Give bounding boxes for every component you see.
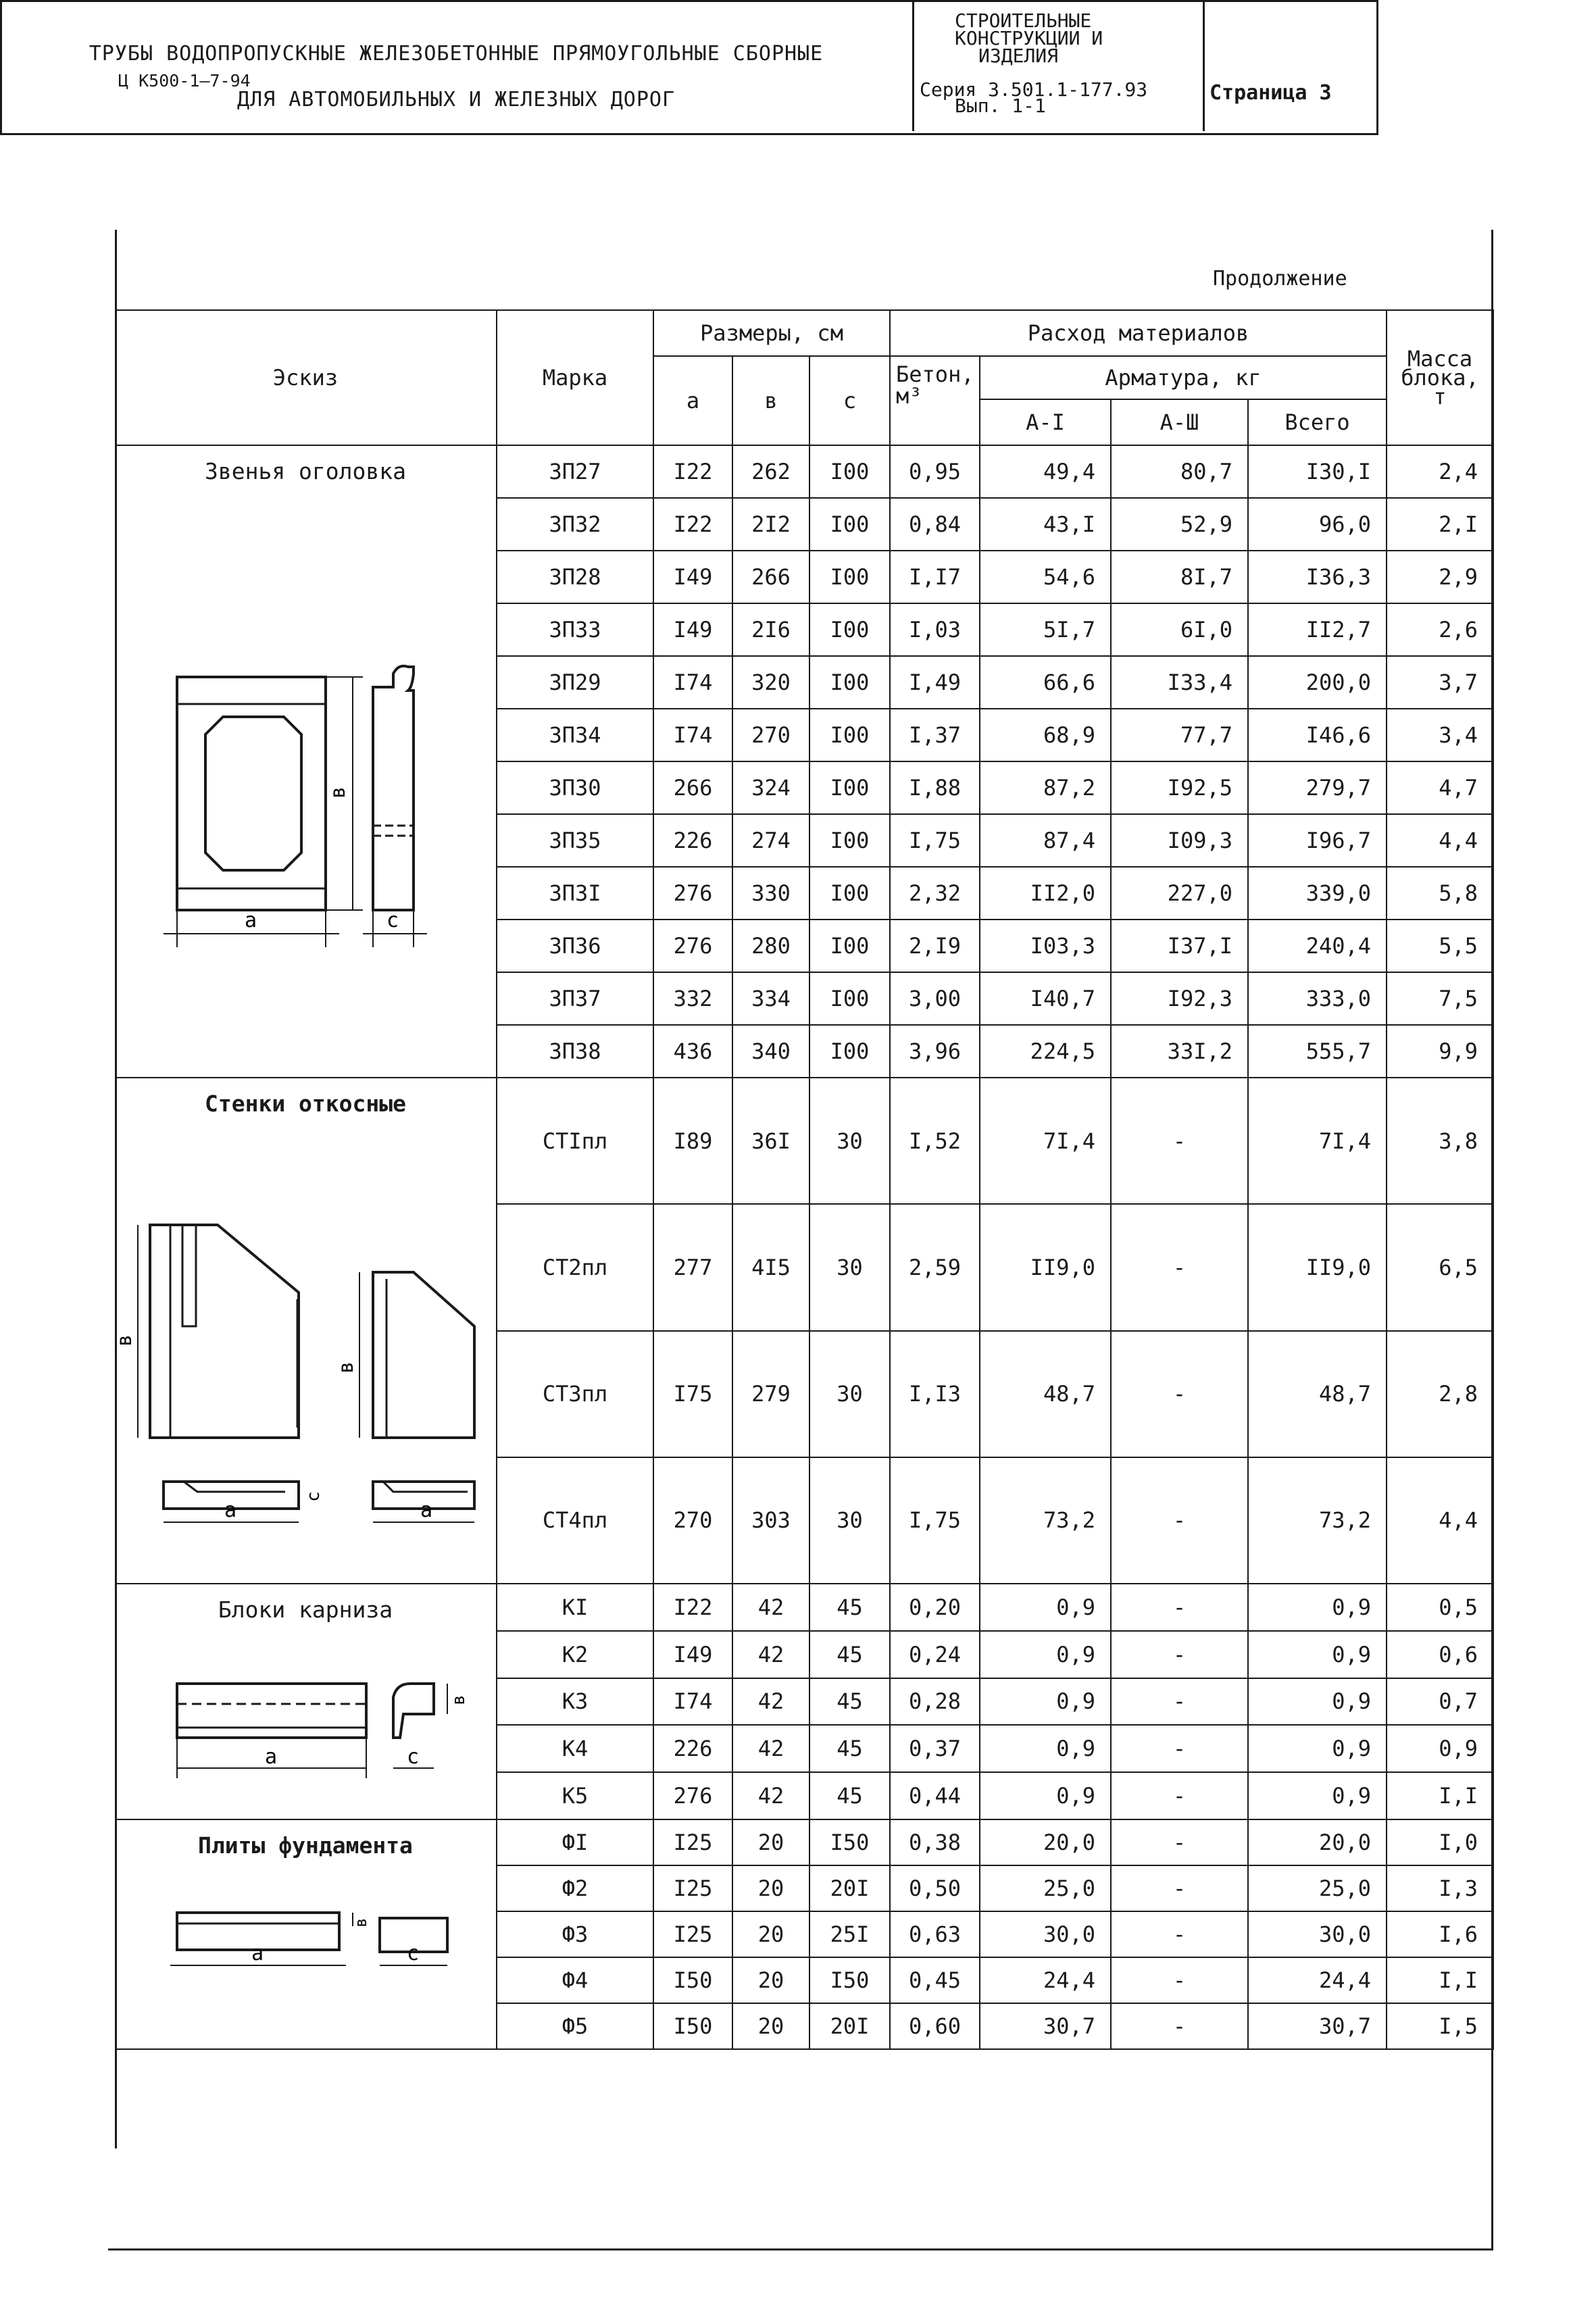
dim-c: с [407, 1942, 420, 1965]
sketch-head-link [115, 445, 497, 1078]
cell-total: 0,9 [1248, 1772, 1387, 1819]
cell-mass: I,0 [1387, 1819, 1493, 1865]
cell-a: 266 [653, 761, 732, 814]
cell-mass: 2,6 [1387, 603, 1493, 656]
title-block [0, 0, 1378, 135]
cell-mass: 5,8 [1387, 867, 1493, 920]
cell-concrete: 3,96 [890, 1025, 980, 1078]
title-series-block [914, 0, 1205, 131]
cell-c: I00 [809, 814, 890, 867]
title-left [0, 0, 914, 131]
header-concrete-unit: м³ [896, 383, 922, 409]
cell-a1: 49,4 [980, 445, 1111, 498]
dim-c: с [407, 1745, 420, 1769]
header-a: а [653, 356, 732, 445]
cell-b: 330 [732, 867, 809, 920]
cell-mass: I,I [1387, 1772, 1493, 1819]
cell-concrete: 2,32 [890, 867, 980, 920]
cell-mass: I,I [1387, 1957, 1493, 2003]
table-row [115, 1078, 1493, 1204]
dim-a: а [265, 1745, 278, 1769]
dim-b: в [449, 1694, 469, 1705]
cell-c: I00 [809, 551, 890, 603]
category-line-2: КОНСТРУКЦИИ И [955, 27, 1103, 49]
cell-a3: 227,0 [1111, 867, 1248, 920]
cell-a1: 5I,7 [980, 603, 1111, 656]
cell-b: 20 [732, 1957, 809, 2003]
cell-a3: I09,3 [1111, 814, 1248, 867]
cell-mass: 0,9 [1387, 1725, 1493, 1772]
cell-mass: 3,7 [1387, 656, 1493, 709]
cell-concrete: 0,24 [890, 1631, 980, 1678]
header-mark: Марка [497, 310, 653, 445]
cell-mass: 0,6 [1387, 1631, 1493, 1678]
dim-b: в [351, 1917, 370, 1928]
cell-mass: 2,I [1387, 498, 1493, 551]
cell-a1: 25,0 [980, 1865, 1111, 1911]
cell-total: 7I,4 [1248, 1078, 1387, 1204]
cell-a3: - [1111, 1678, 1248, 1726]
cell-a3: 6I,0 [1111, 603, 1248, 656]
cell-concrete: 0,20 [890, 1584, 980, 1631]
cell-mark: ЗП36 [497, 920, 653, 972]
cell-b: 280 [732, 920, 809, 972]
cell-concrete: 0,28 [890, 1678, 980, 1726]
cell-a3: - [1111, 1584, 1248, 1631]
cell-total: 24,4 [1248, 1957, 1387, 2003]
group-title: Плиты фундамента [198, 1832, 413, 1859]
table-row [115, 445, 1493, 498]
cell-b: 42 [732, 1678, 809, 1726]
cell-mark: ЗП37 [497, 972, 653, 1025]
cell-a1: 66,6 [980, 656, 1111, 709]
cell-concrete: 3,00 [890, 972, 980, 1025]
cell-concrete: I,I7 [890, 551, 980, 603]
cell-a3: - [1111, 1819, 1248, 1865]
cell-mark: ЗП30 [497, 761, 653, 814]
cell-mass: 3,8 [1387, 1078, 1493, 1204]
table-body [115, 445, 1493, 2049]
cell-a3: 80,7 [1111, 445, 1248, 498]
header-mass [1387, 310, 1493, 445]
cell-a: I25 [653, 1865, 732, 1911]
cell-mark: СТ2пл [497, 1204, 653, 1330]
slope-wall-drawing [113, 1205, 488, 1583]
cell-c: I00 [809, 445, 890, 498]
cell-concrete: 0,44 [890, 1772, 980, 1819]
dim-a: а [251, 1942, 264, 1965]
cell-a: I49 [653, 1631, 732, 1678]
cell-a1: 20,0 [980, 1819, 1111, 1865]
cell-concrete: I,88 [890, 761, 980, 814]
cell-mass: 5,5 [1387, 920, 1493, 972]
sketch-foundation-slab [115, 1819, 497, 2049]
cell-concrete: 0,37 [890, 1725, 980, 1772]
group-title: Стенки откосные [204, 1090, 406, 1117]
cell-mark: ЗП3I [497, 867, 653, 920]
cell-a3: 52,9 [1111, 498, 1248, 551]
cell-a1: 30,7 [980, 2003, 1111, 2049]
cell-mark: ЗП35 [497, 814, 653, 867]
cell-a3: - [1111, 1078, 1248, 1204]
header-b: в [732, 356, 809, 445]
cell-a3: - [1111, 1911, 1248, 1957]
foundation-slab-drawing [130, 1886, 481, 2021]
cell-a3: - [1111, 1957, 1248, 2003]
cell-b: 2I2 [732, 498, 809, 551]
cell-a: I75 [653, 1331, 732, 1457]
cell-b: 42 [732, 1631, 809, 1678]
header-c: с [809, 356, 890, 445]
cell-mark: СТ3пл [497, 1331, 653, 1457]
cell-a: I22 [653, 445, 732, 498]
cell-a1: 0,9 [980, 1631, 1111, 1678]
cell-b: 42 [732, 1772, 809, 1819]
cell-b: 20 [732, 1819, 809, 1865]
cell-concrete: 0,45 [890, 1957, 980, 2003]
cell-total: 279,7 [1248, 761, 1387, 814]
header-sizes: Размеры, см [653, 310, 890, 356]
cell-concrete: 2,I9 [890, 920, 980, 972]
cell-a: I50 [653, 1957, 732, 2003]
cell-mass: 2,9 [1387, 551, 1493, 603]
cell-a1: II2,0 [980, 867, 1111, 920]
cell-mark: К2 [497, 1631, 653, 1678]
materials-table [115, 309, 1494, 2050]
sketch-slope-wall [115, 1078, 497, 1584]
group-title: Блоки карниза [218, 1596, 393, 1623]
cell-mark: ЗП29 [497, 656, 653, 709]
cell-concrete: 0,60 [890, 2003, 980, 2049]
cell-a3: I92,5 [1111, 761, 1248, 814]
cell-c: I00 [809, 761, 890, 814]
cell-c: 45 [809, 1725, 890, 1772]
cell-a3: I92,3 [1111, 972, 1248, 1025]
cell-b: 320 [732, 656, 809, 709]
cell-a: 332 [653, 972, 732, 1025]
head-link-drawing [130, 572, 481, 1045]
cell-b: 20 [732, 1911, 809, 1957]
cell-a: 276 [653, 1772, 732, 1819]
cell-total: 96,0 [1248, 498, 1387, 551]
cell-mark: ЗП28 [497, 551, 653, 603]
cornice-block-drawing [130, 1657, 481, 1819]
cell-a1: 87,2 [980, 761, 1111, 814]
cell-mark: ЗП33 [497, 603, 653, 656]
cell-a: I50 [653, 2003, 732, 2049]
category-line-1: СТРОИТЕЛЬНЫЕ [955, 9, 1092, 32]
cell-c: 30 [809, 1078, 890, 1204]
cell-a1: 224,5 [980, 1025, 1111, 1078]
cell-a3: - [1111, 1772, 1248, 1819]
cell-concrete: I,49 [890, 656, 980, 709]
cell-total: 30,0 [1248, 1911, 1387, 1957]
cell-a1: I40,7 [980, 972, 1111, 1025]
cell-total: II2,7 [1248, 603, 1387, 656]
cell-a1: 7I,4 [980, 1078, 1111, 1204]
cell-mass: 2,4 [1387, 445, 1493, 498]
dim-b: в [113, 1334, 136, 1347]
header-mass-unit: т [1433, 384, 1447, 409]
sketch-cornice-block [115, 1584, 497, 1819]
cell-mass: 0,7 [1387, 1678, 1493, 1726]
cell-a: I74 [653, 1678, 732, 1726]
header-concrete-label: Бетон, [896, 361, 974, 387]
cell-a3: - [1111, 1331, 1248, 1457]
cell-c: I50 [809, 1819, 890, 1865]
cell-a1: 87,4 [980, 814, 1111, 867]
header-rebar: Арматура, кг [980, 356, 1387, 399]
cell-b: 4I5 [732, 1204, 809, 1330]
cell-total: 0,9 [1248, 1678, 1387, 1726]
cell-b: 36I [732, 1078, 809, 1204]
page-number: Страница 3 [1210, 81, 1332, 105]
cell-mass: 2,8 [1387, 1331, 1493, 1457]
cell-mark: Ф5 [497, 2003, 653, 2049]
cell-a3: 77,7 [1111, 709, 1248, 761]
cell-c: I50 [809, 1957, 890, 2003]
cell-a3: - [1111, 1457, 1248, 1584]
cell-c: 30 [809, 1204, 890, 1330]
cell-c: I00 [809, 972, 890, 1025]
cell-b: 274 [732, 814, 809, 867]
cell-mark: ЗП27 [497, 445, 653, 498]
cell-a: 226 [653, 814, 732, 867]
cell-mark: ЗП32 [497, 498, 653, 551]
cell-concrete: I,03 [890, 603, 980, 656]
cell-total: I96,7 [1248, 814, 1387, 867]
cell-c: I00 [809, 920, 890, 972]
header-materials: Расход материалов [890, 310, 1387, 356]
cell-a1: 48,7 [980, 1331, 1111, 1457]
cell-b: 262 [732, 445, 809, 498]
cell-mark: СТ4пл [497, 1457, 653, 1584]
header-mass-line1: Масса [1407, 346, 1473, 372]
cell-a: 436 [653, 1025, 732, 1078]
dim-b2: в [334, 1361, 358, 1374]
cell-c: I00 [809, 1025, 890, 1078]
header-sketch: Эскиз [115, 310, 497, 445]
cell-mass: I,6 [1387, 1911, 1493, 1957]
cell-mass: 9,9 [1387, 1025, 1493, 1078]
cell-a3: - [1111, 1725, 1248, 1772]
cell-total: II9,0 [1248, 1204, 1387, 1330]
title-line-2: ДЛЯ АВТОМОБИЛЬНЫХ И ЖЕЛЕЗНЫХ ДОРОГ [236, 88, 676, 111]
dim-b: в [326, 786, 350, 799]
cell-a: I22 [653, 498, 732, 551]
cell-c: 45 [809, 1678, 890, 1726]
cell-a3: - [1111, 1204, 1248, 1330]
cell-total: 25,0 [1248, 1865, 1387, 1911]
cell-a: I74 [653, 709, 732, 761]
cell-concrete: 0,95 [890, 445, 980, 498]
cell-total: 555,7 [1248, 1025, 1387, 1078]
cell-a1: 54,6 [980, 551, 1111, 603]
cell-a: 277 [653, 1204, 732, 1330]
cell-total: 240,4 [1248, 920, 1387, 972]
cell-concrete: 0,38 [890, 1819, 980, 1865]
cell-a3: - [1111, 2003, 1248, 2049]
cell-mark: ЗП34 [497, 709, 653, 761]
cell-b: 20 [732, 2003, 809, 2049]
cell-mass: 0,5 [1387, 1584, 1493, 1631]
continuation-label: Продолжение [1213, 267, 1347, 291]
cell-concrete: I,37 [890, 709, 980, 761]
cell-total: 200,0 [1248, 656, 1387, 709]
cell-total: I36,3 [1248, 551, 1387, 603]
dim-a2: а [224, 1499, 237, 1522]
group-title: Звенья оголовка [204, 458, 406, 484]
cell-mass: I,3 [1387, 1865, 1493, 1911]
cell-b: 340 [732, 1025, 809, 1078]
cell-c: I00 [809, 498, 890, 551]
cell-a: I49 [653, 603, 732, 656]
cell-a1: II9,0 [980, 1204, 1111, 1330]
cell-a1: 30,0 [980, 1911, 1111, 1957]
cell-mass: 3,4 [1387, 709, 1493, 761]
category-line-3: ИЗДЕЛИЯ [978, 45, 1059, 67]
cell-b: 279 [732, 1331, 809, 1457]
header-concrete [890, 356, 980, 445]
cell-c: 30 [809, 1331, 890, 1457]
cell-mark: ЗП38 [497, 1025, 653, 1078]
cell-total: I30,I [1248, 445, 1387, 498]
header-a3: А-Ш [1111, 399, 1248, 445]
cell-c: I00 [809, 656, 890, 709]
cell-mark: К4 [497, 1725, 653, 1772]
cell-b: 303 [732, 1457, 809, 1584]
cell-mark: ФI [497, 1819, 653, 1865]
cell-a: I89 [653, 1078, 732, 1204]
cell-concrete: I,I3 [890, 1331, 980, 1457]
cell-total: 20,0 [1248, 1819, 1387, 1865]
cell-total: 73,2 [1248, 1457, 1387, 1584]
cell-b: 266 [732, 551, 809, 603]
cell-mass: I,5 [1387, 2003, 1493, 2049]
cell-a3: 33I,2 [1111, 1025, 1248, 1078]
title-line-1: ТРУБЫ ВОДОПРОПУСКНЫЕ ЖЕЛЕЗОБЕТОННЫЕ ПРЯМОУГОЛЬНЫЕ СБОРНЫЕ [89, 42, 824, 66]
cell-c: 20I [809, 2003, 890, 2049]
cell-a1: I03,3 [980, 920, 1111, 972]
cell-c: 25I [809, 1911, 890, 1957]
frame-bottom-line [108, 2248, 1493, 2250]
cell-b: 42 [732, 1725, 809, 1772]
issue-number: Вып. 1-1 [955, 95, 1046, 117]
cell-mark: Ф4 [497, 1957, 653, 2003]
cell-a1: 0,9 [980, 1584, 1111, 1631]
cell-a3: 8I,7 [1111, 551, 1248, 603]
cell-concrete: 0,84 [890, 498, 980, 551]
cell-a1: 0,9 [980, 1772, 1111, 1819]
header-mass-line2: блока, [1401, 365, 1479, 391]
cell-total: 48,7 [1248, 1331, 1387, 1457]
cell-a1: 73,2 [980, 1457, 1111, 1584]
cell-a1: 68,9 [980, 709, 1111, 761]
cell-c: I00 [809, 709, 890, 761]
cell-total: 333,0 [1248, 972, 1387, 1025]
cell-b: 270 [732, 709, 809, 761]
cell-total: 0,9 [1248, 1584, 1387, 1631]
cell-total: 30,7 [1248, 2003, 1387, 2049]
cell-c: 45 [809, 1584, 890, 1631]
cell-a: I49 [653, 551, 732, 603]
cell-a1: 0,9 [980, 1725, 1111, 1772]
header-a1: А-I [980, 399, 1111, 445]
cell-mark: КI [497, 1584, 653, 1631]
cell-c: I00 [809, 603, 890, 656]
cell-a: 276 [653, 867, 732, 920]
cell-mark: Ф2 [497, 1865, 653, 1911]
table-row [115, 1819, 1493, 1865]
cell-a: I25 [653, 1819, 732, 1865]
cell-a: 270 [653, 1457, 732, 1584]
cell-c: 45 [809, 1631, 890, 1678]
document-code: Ц К500-1—7-94 [118, 71, 251, 91]
dim-a: а [245, 909, 257, 932]
cell-mass: 6,5 [1387, 1204, 1493, 1330]
header-total: Всего [1248, 399, 1387, 445]
cell-mark: К5 [497, 1772, 653, 1819]
cell-a: 276 [653, 920, 732, 972]
cell-a: 226 [653, 1725, 732, 1772]
cell-a1: 43,I [980, 498, 1111, 551]
cell-b: 2I6 [732, 603, 809, 656]
cell-mark: СТIпл [497, 1078, 653, 1204]
cell-mark: К3 [497, 1678, 653, 1726]
dim-a3: а [420, 1499, 433, 1522]
cell-b: 20 [732, 1865, 809, 1911]
cell-mass: 4,4 [1387, 814, 1493, 867]
cell-total: 339,0 [1248, 867, 1387, 920]
cell-a: I22 [653, 1584, 732, 1631]
cell-a: I25 [653, 1911, 732, 1957]
table-row [115, 1584, 1493, 1631]
cell-total: 0,9 [1248, 1631, 1387, 1678]
cell-concrete: I,75 [890, 814, 980, 867]
cell-concrete: 2,59 [890, 1204, 980, 1330]
cell-a3: - [1111, 1865, 1248, 1911]
cell-c: 20I [809, 1865, 890, 1911]
series-number: Серия 3.501.1-177.93 [920, 78, 1148, 101]
cell-concrete: 0,63 [890, 1911, 980, 1957]
cell-a3: - [1111, 1631, 1248, 1678]
dim-c2: с [303, 1491, 324, 1502]
cell-b: 334 [732, 972, 809, 1025]
cell-mass: 7,5 [1387, 972, 1493, 1025]
cell-mark: Ф3 [497, 1911, 653, 1957]
dim-c: с [386, 909, 399, 932]
cell-mass: 4,7 [1387, 761, 1493, 814]
cell-a3: I33,4 [1111, 656, 1248, 709]
cell-total: 0,9 [1248, 1725, 1387, 1772]
cell-c: 30 [809, 1457, 890, 1584]
cell-a1: 24,4 [980, 1957, 1111, 2003]
cell-mass: 4,4 [1387, 1457, 1493, 1584]
cell-concrete: I,52 [890, 1078, 980, 1204]
cell-concrete: 0,50 [890, 1865, 980, 1911]
cell-c: I00 [809, 867, 890, 920]
cell-a: I74 [653, 656, 732, 709]
cell-concrete: I,75 [890, 1457, 980, 1584]
cell-a1: 0,9 [980, 1678, 1111, 1726]
cell-a3: I37,I [1111, 920, 1248, 972]
cell-b: 42 [732, 1584, 809, 1631]
cell-total: I46,6 [1248, 709, 1387, 761]
cell-b: 324 [732, 761, 809, 814]
cell-c: 45 [809, 1772, 890, 1819]
